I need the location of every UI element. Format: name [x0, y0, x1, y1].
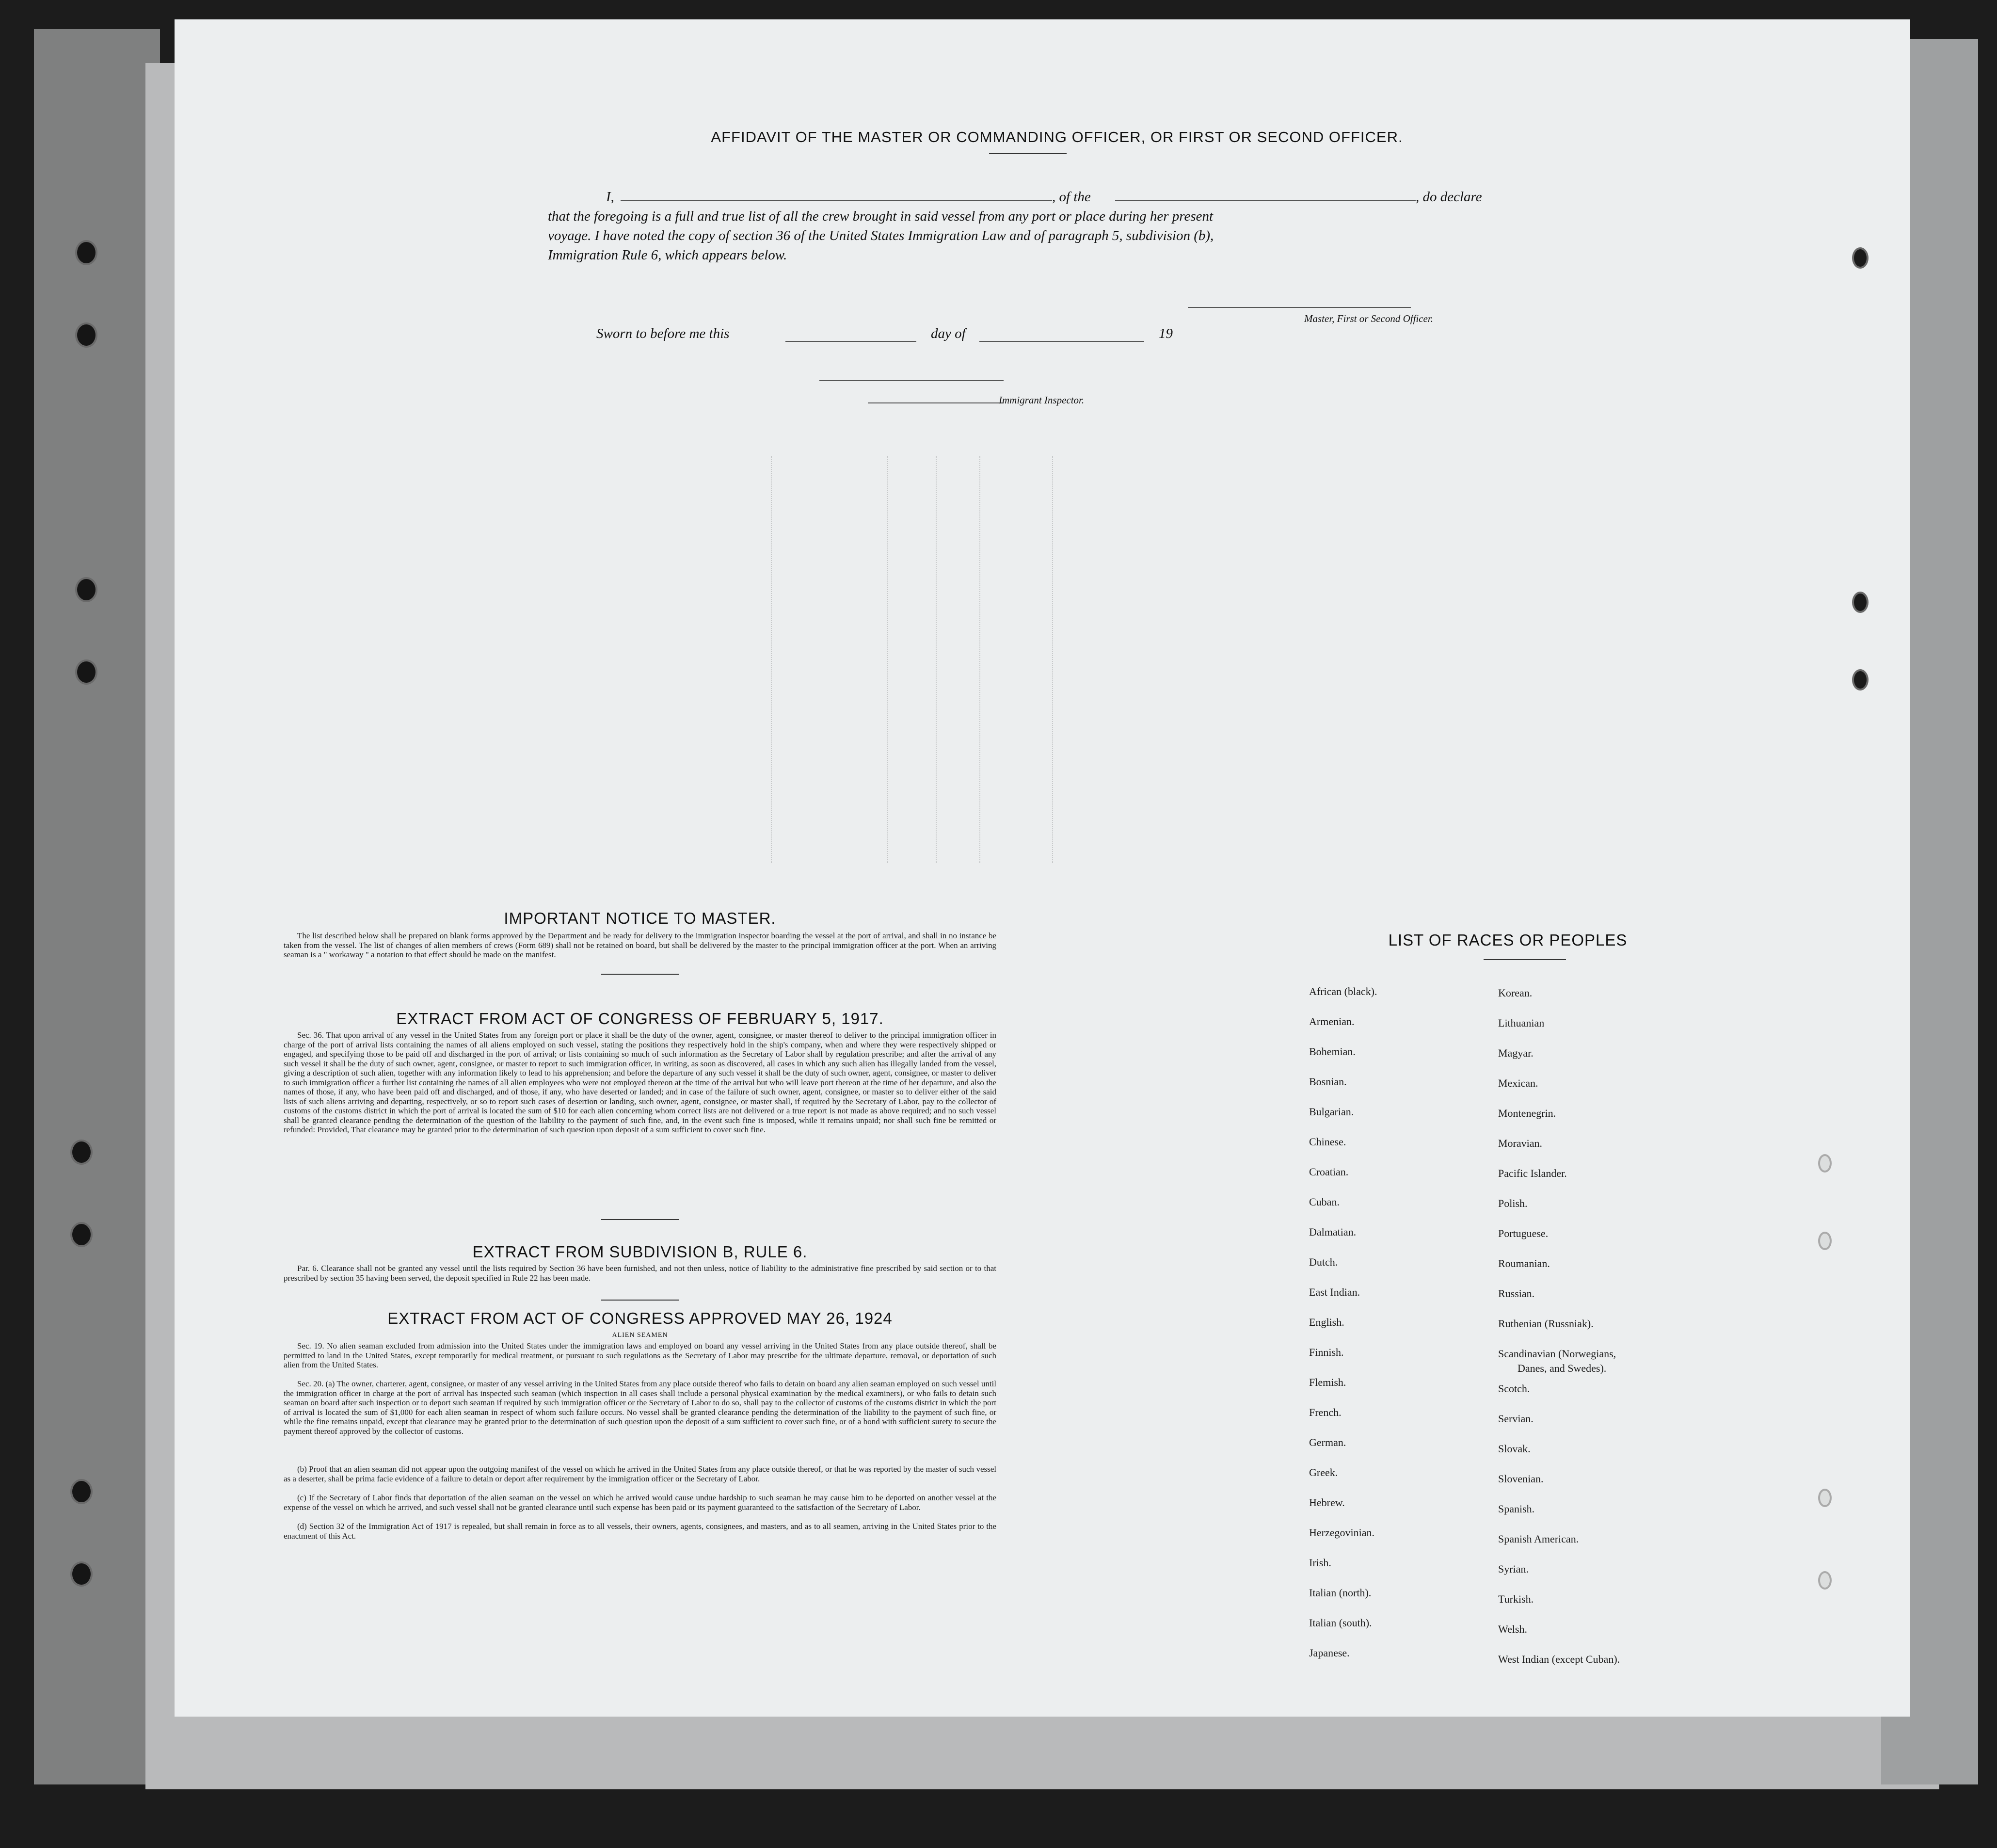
race-item: Roumanian.: [1498, 1257, 1550, 1269]
binder-hole: [70, 1140, 93, 1165]
sworn-month-line: [979, 341, 1144, 342]
affidavit-of-the-label: , of the: [1052, 189, 1091, 205]
race-item: German.: [1309, 1436, 1346, 1448]
race-item: Slovak.: [1498, 1443, 1531, 1455]
race-item: Polish.: [1498, 1197, 1528, 1209]
extract-rule6-text: Par. 6. Clearance shall not be granted any vessel until the lists required by Section 36 have been furnished, and not then unless, notice of liability to the administrative fine prescribed by said section or to that prescribed by section 35 having been served, the deposit specified in Rule 22 has been made.: [284, 1264, 996, 1283]
race-item: Chinese.: [1309, 1136, 1346, 1148]
race-item: Magyar.: [1498, 1047, 1534, 1059]
binder-hole: [1852, 247, 1869, 269]
notice-title: IMPORTANT NOTICE TO MASTER.: [504, 909, 776, 927]
binder-hole: [75, 577, 97, 602]
race-item: Bohemian.: [1309, 1045, 1356, 1058]
race-item: Russian.: [1498, 1287, 1535, 1300]
binder-hole: [1852, 592, 1869, 613]
affidavit-do-declare: , do declare: [1416, 189, 1482, 205]
race-item: Bulgarian.: [1309, 1106, 1354, 1118]
race-item: Dalmatian.: [1309, 1226, 1357, 1238]
race-item: Danes, and Swedes).: [1518, 1362, 1607, 1374]
master-signature-label: Master, First or Second Officer.: [1304, 313, 1433, 324]
sworn-label: Sworn to before me this: [596, 326, 730, 341]
extract-1924-paragraph: (b) Proof that an alien seaman did not appear upon the outgoing manifest of the vessel on which he arrived in the United States from any place outside thereof, or that he was reported by the master of such vessel as a deserter, shall be prima facie evidence of a failure to detain or deport after requirement by the immigration officer or the Secretary of Labor.: [284, 1464, 996, 1483]
vessel-blank-line: [1115, 200, 1416, 201]
race-item: Spanish.: [1498, 1503, 1535, 1515]
extract-1924-paragraph: Sec. 19. No alien seaman excluded from admission into the United States under the immigration laws and employed on board any vessel arriving in the United States from any place outside thereof, shall be permitted to land in the United States, except temporarily for medical treatment, or pursuant to such regulations as the Secretary of Labor may prescribe for the ultimate departure, removal, or deportation of such alien from the United States.: [284, 1341, 996, 1369]
race-item: Italian (north).: [1309, 1587, 1372, 1599]
binder-hole: [1818, 1154, 1832, 1173]
binder-hole: [70, 1479, 93, 1504]
race-item: African (black).: [1309, 985, 1377, 997]
race-item: Bosnian.: [1309, 1076, 1347, 1088]
master-signature-line: [1188, 307, 1411, 308]
race-item: Cuban.: [1309, 1196, 1340, 1208]
race-item: Scandinavian (Norwegians,: [1498, 1348, 1616, 1360]
race-item: Dutch.: [1309, 1256, 1338, 1268]
manifest-page: [175, 19, 1910, 1717]
race-item: Hebrew.: [1309, 1496, 1345, 1509]
race-item: Croatian.: [1309, 1166, 1349, 1178]
extract-1924-paragraph: (c) If the Secretary of Labor finds that deportation of the alien seaman on the vessel on which he arrived would cause undue hardship to such seaman he may cause him to be deported on another vessel at the expense of the vessel on which he arrived, and such vessel shall not be granted clearance until such expense has been paid or its payment guaranteed to the satisfaction of the Secretary of Labor.: [284, 1493, 996, 1512]
extract-1917-title: EXTRACT FROM ACT OF CONGRESS OF FEBRUARY 5, 1917.: [396, 1010, 884, 1028]
race-item: East Indian.: [1309, 1286, 1360, 1298]
name-blank-line: [621, 200, 1052, 201]
show-through-line: [1052, 456, 1053, 863]
inspector-label: Immigrant Inspector.: [999, 394, 1085, 406]
binder-hole: [1818, 1489, 1832, 1507]
binder-hole: [75, 322, 97, 348]
show-through-line: [887, 456, 888, 863]
divider: [989, 153, 1067, 154]
binder-edge: [34, 29, 160, 1784]
divider: [601, 1300, 679, 1301]
race-item: Korean.: [1498, 987, 1533, 999]
race-item: Syrian.: [1498, 1563, 1529, 1575]
day-of-label: day of: [931, 326, 966, 341]
binder-hole: [70, 1222, 93, 1247]
affidavit-line-4: Immigration Rule 6, which appears below.: [548, 247, 787, 263]
year-label: 19: [1159, 326, 1173, 341]
race-item: Irish.: [1309, 1557, 1331, 1569]
binder-hole: [75, 659, 97, 685]
race-item: Armenian.: [1309, 1015, 1355, 1028]
extract-1917-text: Sec. 36. That upon arrival of any vessel in the United States from any foreign port or place it shall be the duty of the owner, agent, consignee, or master thereof to deliver to the principal immigration officer in charge of the port of arrival lists containing the names of all aliens employed on such vessel, stating the positions they respectively hold in the ship's company, when and where they were respectively shipped or engaged, and specifying those to be paid off and discharged in the port of arrival; or lists containing so much of such information as the Secretary of Labor shall by regulation prescribe; and after the arrival of any such vessel it shall be the duty of such owner, agent, consignee, or master to report to such immigration officer, in writing, as soon as discovered, all cases in which any such alien has illegally landed from the vessel, giving a description of such alien, together with any information likely to lead to his apprehension; and before the departure of any such vessel it shall be the duty of such owner, agent, consignee, or master to deliver to such immigration officer a further list containing the names of all alien employees who were not employed thereon at the time of the arrival but who will leave port thereon at the time of her departure, and also the names of those, if any, who have been paid off and discharged, and of those, if any, who have deserted or landed; and in case of the failure of such owner, agent, consignee, or master so to deliver either of the said lists of such aliens arriving and departing, respectively, or so to report such cases of desertion or landing, such owner, agent, consignee, or master shall, if required by the Secretary of Labor, pay to the collector of customs of the customs district in which the port of arrival is located the sum of $10 for each alien concerning whom correct lists are not delivered or a true report is not made as above required; and no such vessel shall be granted clearance pending the determination of the question of the liability to the payment of such fine, and, in the event such fine is imposed, while it remains unpaid; nor shall such fine be remitted or refunded: Provided, That clearance may be granted prior to the determination of such question upon deposit of a sum sufficient to cover such fine.: [284, 1030, 996, 1134]
show-through-line: [771, 456, 772, 863]
affidavit-line-3: voyage. I have noted the copy of section 36 of the United States Immigration Law and of paragraph 5, subdivision (b),: [548, 228, 1214, 243]
divider: [1484, 959, 1566, 960]
divider: [601, 974, 679, 975]
race-item: Lithuanian: [1498, 1017, 1545, 1029]
race-item: Flemish.: [1309, 1376, 1346, 1388]
affidavit-i-label: I,: [606, 189, 614, 205]
divider: [601, 1219, 679, 1220]
race-item: Servian.: [1498, 1413, 1534, 1425]
binder-hole: [75, 240, 97, 265]
race-item: Scotch.: [1498, 1382, 1530, 1395]
race-item: Portuguese.: [1498, 1227, 1549, 1239]
extract-1924-paragraph: Sec. 20. (a) The owner, charterer, agent, consignee, or master of any vessel arriving in the United States from any place outside thereof who fails to detain on board any alien seaman employed on such vessel until the immigration officer in charge at the port of arrival has inspected such seaman (which inspection in all cases shall include a personal physical examination by the medical examiners), or who fails to detain such seaman on board after such inspection or to deport such seaman if required by such immigration officer or the Secretary of Labor to do so, shall pay to the collector of customs of the customs district in which the port of arrival is located the sum of $1,000 for each alien seaman in respect of whom such failure occurs. No vessel shall be granted clearance pending the determination of the liability to the payment of such fine, or while the fine remains unpaid, except that clearance may be granted prior to the determination of such question upon the deposit of a sum sufficient to cover such fine, or of a bond with sufficient surety to secure the payment thereof approved by the collector of customs.: [284, 1379, 996, 1436]
notice-text: The list described below shall be prepared on blank forms approved by the Department and be ready for delivery to the immigration inspector boarding the vessel at the port of arrival, and shall in no instance be taken from the vessel. The list of changes of alien members of crews (Form 689) shall not be retained on board, but shall be delivered by the master to the principal immigration officer at the port. When an arriving seaman is a " workaway " a notation to that effect should be made on the manifest.: [284, 931, 996, 959]
sworn-day-line: [785, 341, 916, 342]
affidavit-line-2: that the foregoing is a full and true list of all the crew brought in said vessel from any port or place during her present: [548, 209, 1214, 224]
show-through-line: [936, 456, 937, 863]
show-through-line: [979, 456, 980, 863]
race-item: Herzegovinian.: [1309, 1527, 1374, 1539]
extract-1924-title: EXTRACT FROM ACT OF CONGRESS APPROVED MAY 26, 1924: [387, 1309, 893, 1327]
race-item: Greek.: [1309, 1466, 1338, 1478]
race-item: Mexican.: [1498, 1077, 1538, 1089]
race-item: Japanese.: [1309, 1647, 1350, 1659]
race-item: French.: [1309, 1406, 1342, 1418]
race-item: Turkish.: [1498, 1593, 1534, 1605]
affidavit-title: AFFIDAVIT OF THE MASTER OR COMMANDING OFFICER, OR FIRST OR SECOND OFFICER.: [711, 129, 1403, 145]
race-item: Welsh.: [1498, 1623, 1527, 1635]
extract-1924-paragraph: (d) Section 32 of the Immigration Act of 1917 is repealed, but shall remain in force as to all vessels, their owners, agents, consignees, and masters, and as to all seamen, arriving in the United States prior to the enactment of this Act.: [284, 1522, 996, 1541]
race-item: English.: [1309, 1316, 1344, 1328]
race-item: Moravian.: [1498, 1137, 1543, 1149]
race-item: Ruthenian (Russniak).: [1498, 1318, 1594, 1330]
binder-hole: [1852, 669, 1869, 691]
binder-hole: [70, 1561, 93, 1587]
races-title: LIST OF RACES OR PEOPLES: [1388, 931, 1628, 949]
binder-hole: [1818, 1232, 1832, 1250]
race-item: Montenegrin.: [1498, 1107, 1556, 1119]
inspector-signature-line-2: [868, 402, 1004, 403]
race-item: Italian (south).: [1309, 1617, 1372, 1629]
race-item: Slovenian.: [1498, 1473, 1544, 1485]
extract-rule6-title: EXTRACT FROM SUBDIVISION B, RULE 6.: [472, 1243, 808, 1261]
extract-1924-subtitle: ALIEN SEAMEN: [612, 1332, 668, 1339]
race-item: Pacific Islander.: [1498, 1167, 1567, 1179]
race-item: Spanish American.: [1498, 1533, 1579, 1545]
binder-hole: [1818, 1571, 1832, 1590]
race-item: Finnish.: [1309, 1346, 1344, 1358]
inspector-signature-line: [819, 380, 1004, 381]
race-item: West Indian (except Cuban).: [1498, 1653, 1620, 1665]
